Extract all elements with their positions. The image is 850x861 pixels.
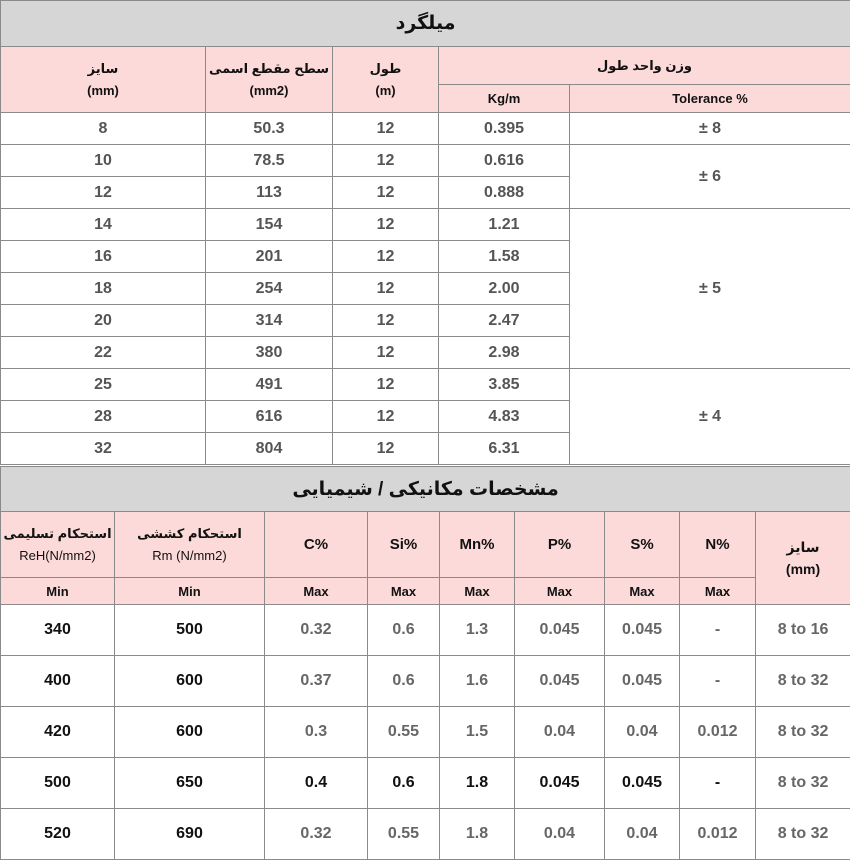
s-cell: 0.045	[605, 758, 680, 809]
specs-table	[0, 466, 850, 860]
area-cell: 50.3	[206, 113, 333, 145]
weight-cell: 1.58	[439, 241, 570, 273]
si-cell: 0.6	[368, 656, 440, 707]
mn-max-label: Max	[440, 578, 515, 605]
specs-row	[1, 707, 850, 758]
si-header: Si%	[368, 512, 440, 578]
size-range-cell: 8 to 32	[756, 656, 850, 707]
size-cell: 28	[1, 401, 206, 433]
size-cell: 20	[1, 305, 206, 337]
tensile-unit: Rm (N/mm2)	[152, 547, 227, 563]
area-header	[206, 47, 333, 113]
mn-cell: 1.8	[440, 809, 515, 860]
c-cell: 0.32	[265, 605, 368, 656]
yield-cell: 340	[1, 605, 115, 656]
c-max-label: Max	[265, 578, 368, 605]
area-cell: 113	[206, 177, 333, 209]
si-cell: 0.55	[368, 809, 440, 860]
tensile-cell: 650	[115, 758, 265, 809]
c-cell: 0.4	[265, 758, 368, 809]
p-max-label: Max	[515, 578, 605, 605]
length-cell: 12	[333, 273, 439, 305]
size-cell: 8	[1, 113, 206, 145]
mn-cell: 1.5	[440, 707, 515, 758]
tensile-min-label: Min	[115, 578, 265, 605]
size-cell: 16	[1, 241, 206, 273]
n-cell: -	[680, 758, 756, 809]
length-cell: 12	[333, 241, 439, 273]
p-cell: 0.045	[515, 656, 605, 707]
p-cell: 0.04	[515, 809, 605, 860]
length-cell: 12	[333, 113, 439, 145]
si-cell: 0.6	[368, 758, 440, 809]
length-label: طول	[369, 60, 402, 76]
area-cell: 491	[206, 369, 333, 401]
yield-cell: 500	[1, 758, 115, 809]
length-unit: (m)	[375, 82, 396, 98]
s-header: S%	[605, 512, 680, 578]
specs-title: مشخصات مکانیکی / شیمیایی	[1, 467, 850, 512]
size-cell: 14	[1, 209, 206, 241]
rebar-row	[1, 369, 850, 401]
size-unit: (mm)	[87, 82, 119, 98]
n-max-label: Max	[680, 578, 756, 605]
length-cell: 12	[333, 433, 439, 465]
area-cell: 314	[206, 305, 333, 337]
weight-cell: 0.616	[439, 145, 570, 177]
n-header: N%	[680, 512, 756, 578]
c-cell: 0.32	[265, 809, 368, 860]
weight-cell: 0.395	[439, 113, 570, 145]
area-label: سطح مقطع اسمی	[208, 60, 330, 76]
specs-row	[1, 809, 850, 860]
weight-cell: 0.888	[439, 177, 570, 209]
size-header	[1, 47, 206, 113]
c-header: C%	[265, 512, 368, 578]
size-range-header	[756, 512, 850, 605]
size-cell: 25	[1, 369, 206, 401]
yield-cell: 400	[1, 656, 115, 707]
weight-cell: 3.85	[439, 369, 570, 401]
s-cell: 0.045	[605, 656, 680, 707]
s-cell: 0.04	[605, 809, 680, 860]
specs-row	[1, 656, 850, 707]
p-cell: 0.04	[515, 707, 605, 758]
s-cell: 0.045	[605, 605, 680, 656]
tolerance-cell: ± 6	[570, 145, 850, 209]
size-label: سایز	[87, 60, 119, 76]
tensile-label: استحکام کششی	[137, 525, 242, 541]
yield-unit: ReH(N/mm2)	[19, 547, 96, 563]
area-unit: (mm2)	[249, 82, 289, 98]
size-range-label: سایز	[786, 539, 820, 555]
weight-cell: 2.47	[439, 305, 570, 337]
weight-header: وزن واحد طول	[439, 47, 850, 85]
p-header: P%	[515, 512, 605, 578]
specs-row	[1, 758, 850, 809]
weight-unit: Kg/m	[439, 85, 570, 113]
specs-row	[1, 605, 850, 656]
tensile-cell: 600	[115, 707, 265, 758]
n-cell: -	[680, 605, 756, 656]
rebar-row	[1, 113, 850, 145]
size-cell: 18	[1, 273, 206, 305]
mn-cell: 1.3	[440, 605, 515, 656]
yield-cell: 520	[1, 809, 115, 860]
tensile-cell: 600	[115, 656, 265, 707]
rebar-row	[1, 209, 850, 241]
area-cell: 804	[206, 433, 333, 465]
area-cell: 254	[206, 273, 333, 305]
p-cell: 0.045	[515, 758, 605, 809]
si-max-label: Max	[368, 578, 440, 605]
size-range-unit: (mm)	[785, 561, 821, 577]
p-cell: 0.045	[515, 605, 605, 656]
area-cell: 616	[206, 401, 333, 433]
size-range-cell: 8 to 16	[756, 605, 850, 656]
n-cell: -	[680, 656, 756, 707]
mn-header: Mn%	[440, 512, 515, 578]
size-cell: 10	[1, 145, 206, 177]
size-range-cell: 8 to 32	[756, 809, 850, 860]
area-cell: 201	[206, 241, 333, 273]
rebar-title: میلگرد	[1, 1, 850, 47]
s-max-label: Max	[605, 578, 680, 605]
size-cell: 12	[1, 177, 206, 209]
weight-cell: 4.83	[439, 401, 570, 433]
length-cell: 12	[333, 145, 439, 177]
n-cell: 0.012	[680, 707, 756, 758]
area-cell: 380	[206, 337, 333, 369]
size-range-cell: 8 to 32	[756, 758, 850, 809]
length-cell: 12	[333, 209, 439, 241]
size-cell: 22	[1, 337, 206, 369]
tensile-cell: 500	[115, 605, 265, 656]
tolerance-cell: ± 5	[570, 209, 850, 369]
n-cell: 0.012	[680, 809, 756, 860]
mn-cell: 1.6	[440, 656, 515, 707]
s-cell: 0.04	[605, 707, 680, 758]
tolerance-cell: ± 8	[570, 113, 850, 145]
c-cell: 0.3	[265, 707, 368, 758]
weight-cell: 2.98	[439, 337, 570, 369]
mn-cell: 1.8	[440, 758, 515, 809]
length-cell: 12	[333, 337, 439, 369]
length-cell: 12	[333, 401, 439, 433]
tolerance-cell: ± 4	[570, 369, 850, 465]
size-range-cell: 8 to 32	[756, 707, 850, 758]
weight-cell: 6.31	[439, 433, 570, 465]
yield-min-label: Min	[1, 578, 115, 605]
tolerance-header: Tolerance %	[570, 85, 850, 113]
length-cell: 12	[333, 177, 439, 209]
si-cell: 0.6	[368, 605, 440, 656]
c-cell: 0.37	[265, 656, 368, 707]
tensile-header	[115, 512, 265, 578]
si-cell: 0.55	[368, 707, 440, 758]
yield-label: استحکام تسلیمی	[3, 525, 112, 541]
weight-cell: 2.00	[439, 273, 570, 305]
area-cell: 78.5	[206, 145, 333, 177]
length-cell: 12	[333, 305, 439, 337]
rebar-row	[1, 145, 850, 177]
length-header	[333, 47, 439, 113]
tensile-cell: 690	[115, 809, 265, 860]
weight-cell: 1.21	[439, 209, 570, 241]
length-cell: 12	[333, 369, 439, 401]
size-cell: 32	[1, 433, 206, 465]
area-cell: 154	[206, 209, 333, 241]
yield-cell: 420	[1, 707, 115, 758]
yield-header	[1, 512, 115, 578]
